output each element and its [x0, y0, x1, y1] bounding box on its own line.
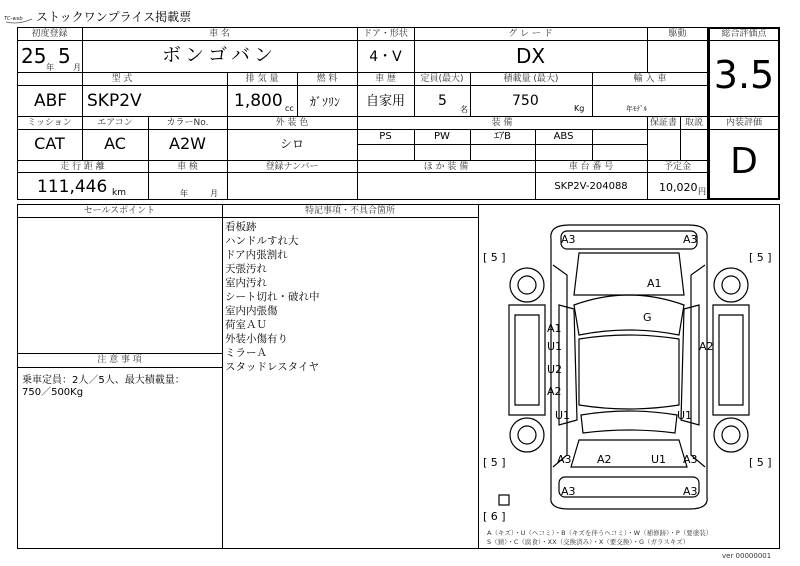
door-shape: 4・V	[369, 49, 402, 65]
fuel: ｶﾞｿﾘﾝ	[310, 95, 341, 109]
mark-bumper-right: A3	[683, 485, 698, 498]
label-car-name: 車 名	[209, 29, 230, 39]
displacement-unit: cc	[285, 104, 294, 113]
mark-left-door-2: U1	[547, 340, 563, 353]
label-mileage: 走 行 距 離	[60, 162, 105, 172]
remarks-list	[225, 220, 320, 374]
tire-label-spare: [ 6 ]	[483, 510, 506, 523]
tire-label-fl: [ 5 ]	[483, 251, 506, 264]
mileage: 111,446	[37, 177, 108, 197]
legend-line-2: S（錆）・C（腐食）・XX（交換済み）・X（要交換）・G（ガラスキズ）	[487, 538, 690, 546]
price: 10,020	[659, 181, 698, 194]
label-interior-score: 内装評価	[725, 118, 762, 128]
label-chassis-no: 車 台 番 号	[568, 162, 614, 172]
model-prefix: ABF	[34, 91, 68, 111]
label-door-shape: ドア・形状	[363, 29, 408, 39]
caution-line-2: 750／500Kg	[22, 387, 84, 398]
mark-rear-a2: A2	[597, 453, 612, 466]
grade: DX	[515, 44, 546, 68]
label-displacement: 排 気 量	[245, 74, 279, 84]
tire-label-rr: [ 5 ]	[749, 456, 772, 469]
label-overall-score: 総合評価点	[721, 29, 767, 39]
label-caution: 注 意 事 項	[97, 355, 142, 365]
remark-item: 室内汚れ	[225, 277, 267, 289]
reg-month: 5	[58, 44, 71, 68]
mark-rear-u1: U1	[651, 453, 667, 466]
mark-hood: A1	[647, 277, 662, 290]
displacement: 1,800	[234, 91, 283, 111]
page-title: ストックワンプライス掲載票	[36, 10, 192, 24]
label-first-reg: 初度登録	[31, 29, 68, 39]
reg-year-unit: 年	[46, 63, 54, 72]
equipment-4: ABS	[553, 131, 574, 142]
equipment-2: PW	[434, 131, 450, 142]
label-other-equip: ほ か 装 備	[423, 162, 469, 172]
label-inspection: 車 検	[177, 162, 198, 172]
remark-item: ハンドルすれ大	[225, 235, 299, 247]
ext-color: シロ	[279, 137, 304, 151]
label-grade: グ レ ー ド	[508, 29, 553, 39]
label-aircon: エアコン	[97, 118, 133, 128]
label-sales-point: セールスポイント	[83, 206, 156, 216]
label-capacity: 定員(最大)	[420, 74, 464, 84]
label-manual: 取説	[684, 118, 703, 128]
logo	[4, 10, 32, 22]
load-unit: Kg	[574, 104, 585, 113]
equipment-1: PS	[379, 131, 392, 142]
mark-bumper-left: A3	[561, 485, 576, 498]
label-price: 予定金	[663, 162, 691, 172]
mileage-unit: km	[112, 188, 126, 198]
mark-left-rear-1: U2	[547, 363, 563, 376]
mark-rear-a3-right: A3	[683, 453, 698, 466]
label-warranty: 保証書	[649, 118, 677, 128]
aircon: AC	[104, 134, 126, 153]
inspection-year-unit: 年	[180, 189, 188, 198]
logo-icon	[4, 13, 34, 25]
mark-left-door-1: A1	[547, 322, 562, 335]
mark-rear-left-panel: U1	[555, 409, 571, 422]
chassis-no: SKP2V-204088	[554, 181, 628, 192]
remark-item: 天張汚れ	[225, 263, 267, 275]
reg-month-unit: 月	[73, 63, 81, 72]
caution-text	[22, 375, 185, 399]
mark-roof: G	[643, 311, 652, 324]
label-reg-number: 登録ナンバー	[265, 162, 319, 172]
remark-item: 外装小傷有り	[225, 333, 288, 345]
remark-item: 室内内張傷	[225, 305, 278, 317]
mission: CAT	[34, 134, 65, 153]
label-fuel: 燃 料	[316, 74, 338, 84]
label-import: 輸 入 車	[633, 74, 667, 84]
price-unit: 円	[698, 187, 706, 196]
inspection-month-unit: 月	[210, 189, 218, 198]
label-ext-color: 外 装 色	[275, 118, 309, 128]
mark-left-rear-2: A2	[547, 385, 562, 398]
reg-year: 25	[21, 44, 47, 68]
label-remarks: 特記事項・不具合箇所	[304, 206, 395, 216]
label-drive: 駆動	[668, 29, 687, 39]
load: 750	[512, 93, 539, 109]
mark-front-right: A3	[683, 233, 698, 246]
equipment-3: ｴｱB	[494, 131, 511, 142]
overall-score: 3.5	[713, 53, 775, 97]
tire-label-fr: [ 5 ]	[749, 251, 772, 264]
remark-item: スタッドレスタイヤ	[225, 361, 319, 373]
legend	[487, 529, 712, 547]
mark-right-side: A2	[699, 340, 714, 353]
label-equipment: 装 備	[491, 118, 513, 128]
label-model: 型 式	[111, 74, 133, 84]
car-name: ボンゴバン	[161, 44, 277, 66]
caution-line-1: 乗車定員：2人／5人、最大積載量：	[22, 375, 185, 386]
logo-text: TC-web	[4, 16, 23, 22]
remark-item: シート切れ・破れ中	[225, 291, 320, 303]
mark-front-left: A3	[561, 233, 576, 246]
mark-rear-right-panel: U1	[677, 409, 693, 422]
capacity: 5	[438, 93, 447, 109]
remark-item: ドア内張割れ	[225, 249, 288, 261]
interior-score: D	[730, 141, 758, 182]
label-history: 車 歴	[375, 74, 396, 84]
legend-line-1: A（キズ）・U（ヘコミ）・B（キズを伴うヘコミ）・W（補修跡）・P（要塗装）	[487, 529, 713, 537]
model-year-unit: 年ﾓﾃﾞﾙ	[626, 105, 647, 113]
label-mission: ミッション	[27, 118, 72, 128]
version: ver 00000001	[722, 552, 772, 560]
history: 自家用	[365, 94, 405, 109]
label-load: 積載量 (最大)	[503, 74, 559, 84]
label-color-no: カラーNo.	[166, 118, 209, 128]
remark-item: 荷室ＡＵ	[225, 319, 267, 331]
mark-rear-a3-left: A3	[557, 453, 572, 466]
car-diagram	[479, 205, 779, 527]
color-no: A2W	[169, 134, 206, 153]
tire-label-rl: [ 5 ]	[483, 456, 506, 469]
model: SKP2V	[87, 91, 142, 111]
remark-item: 看板跡	[225, 221, 257, 233]
capacity-unit: 名	[460, 105, 468, 114]
remark-item: ミラーＡ	[225, 347, 267, 359]
